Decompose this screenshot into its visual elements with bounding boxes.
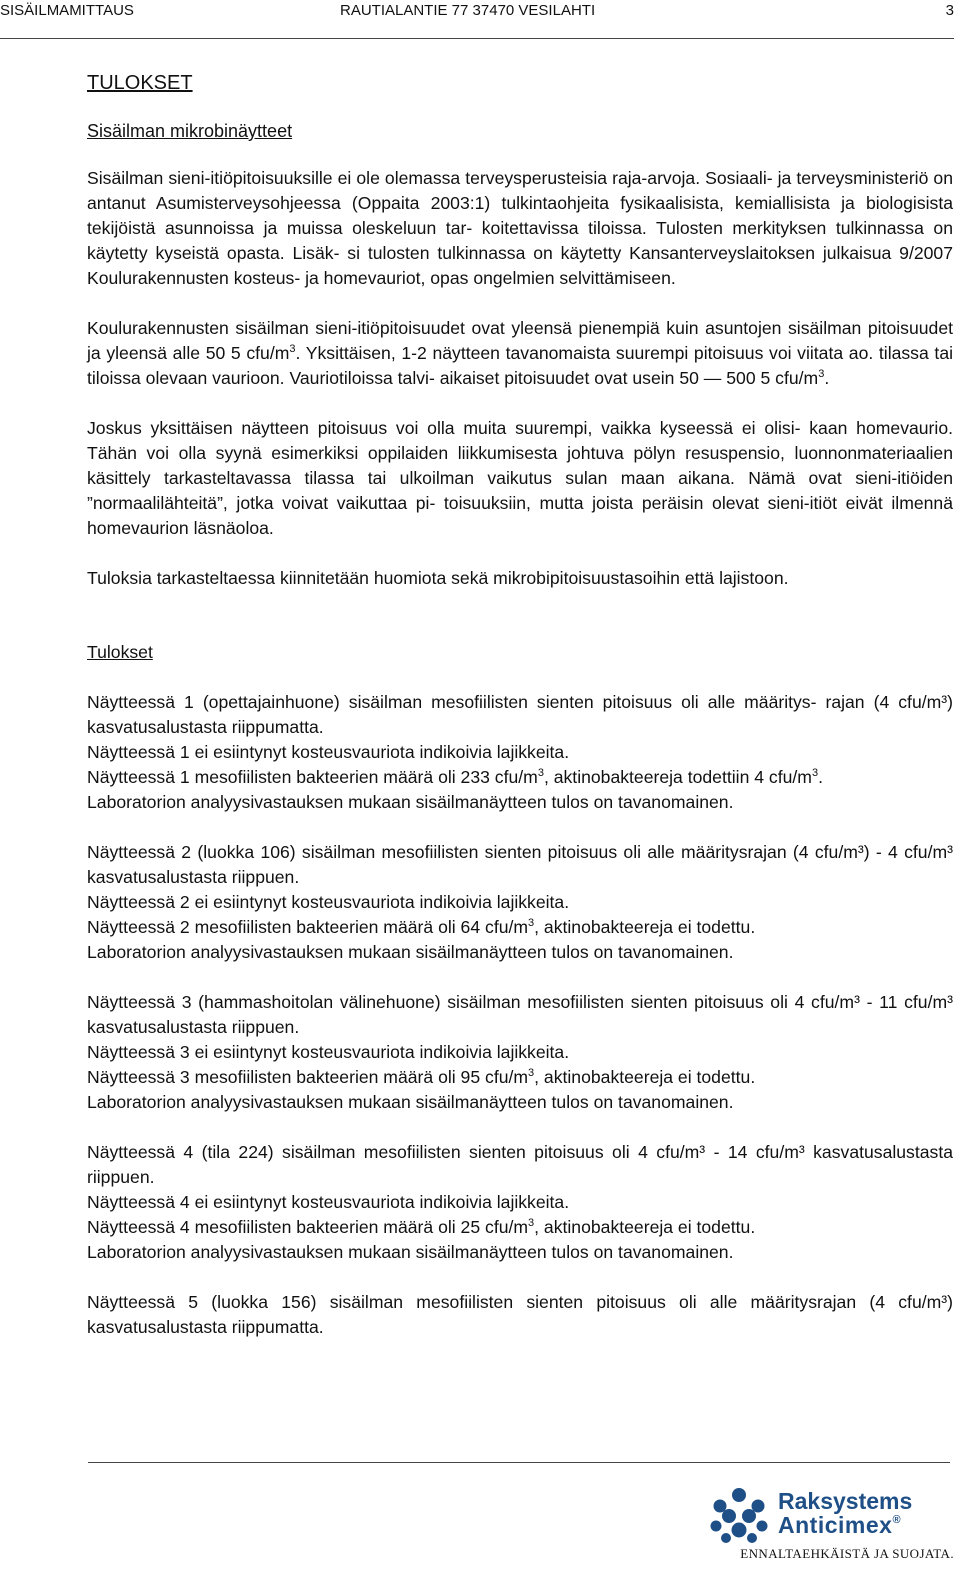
sample-block bbox=[87, 840, 953, 965]
intro-paragraph-3: Joskus yksittäisen näytteen pitoisuus voi olla muita suurempi, vaikka kyseessä ei olisi- kaan homevaurio. Tähän voi olla syynä esimerkiksi oppilaiden liikkumisesta johtuva pölyn resuspensio, luonnonmateriaalien käsittely tarkasteltavassa tilassa tai ulkoilman vaikutus sulan maan aikana. Nämä ovat sieni-itiöiden ”normaalilähteitä”, jotka voivat vaikuttaa pi- toisuuksiin, mutta joista peräisin olevat sieni-itiöt eivät ilmennä homevaurion läsnäoloa. bbox=[87, 418, 953, 538]
sample-moisture-text: Näytteessä 4 ei esiintynyt kosteusvauriota indikoivia lajikkeita. bbox=[87, 1192, 570, 1212]
sample-moisture-text: Näytteessä 2 ei esiintynyt kosteusvauriota indikoivia lajikkeita. bbox=[87, 892, 570, 912]
bacteria-superscript-2: 3 bbox=[811, 767, 819, 779]
bacteria-superscript: 3 bbox=[528, 1217, 535, 1229]
bacteria-part-a: Näytteessä 2 mesofiilisten bakteerien määrä oli 64 cfu/m bbox=[87, 917, 529, 937]
bacteria-part-a: Näytteessä 1 mesofiilisten bakteerien määrä oli 233 cfu/m bbox=[87, 767, 538, 787]
header-divider bbox=[0, 38, 954, 39]
intro-p2-part-c: . Yksittäisen, 1-2 näytteen tavanomaista suurempi pitoisuus voi viitata ao. tilassa tai tiloissa olevaan vaurioon. Vauriotiloissa talvi- aikaiset pitoisuudet ovat usein 50 — 500 5 cfu/m bbox=[87, 343, 954, 388]
header-left-text: SISÄILMAMITTAUS bbox=[0, 2, 134, 19]
sample-lab-text: Laboratorion analyysivastauksen mukaan sisäilmanäytteen tulos on tavanomainen. bbox=[87, 1092, 734, 1112]
bacteria-part-b: , aktinobakteereja todettiin 4 cfu/m bbox=[543, 767, 812, 787]
logo-text-anticimex bbox=[778, 1512, 901, 1539]
header-address: RAUTIALANTIE 77 37470 VESILAHTI bbox=[340, 2, 596, 19]
bacteria-superscript: 3 bbox=[528, 917, 535, 929]
intro-paragraph-4: Tuloksia tarkasteltaessa kiinnitetään huomiota sekä mikrobipitoisuustasoihin että lajistoon. bbox=[87, 568, 789, 588]
sample-bacteria-text bbox=[87, 765, 953, 790]
sample-block bbox=[87, 990, 953, 1115]
sample-block bbox=[87, 1290, 953, 1340]
logo-text-raksystems: Raksystems bbox=[778, 1488, 913, 1514]
company-logo bbox=[700, 1484, 956, 1568]
document-body bbox=[87, 69, 953, 1340]
sample-fungi-text: Näytteessä 4 (tila 224) sisäilman mesofiilisten sienten pitoisuus oli 4 cfu/m³ - 14 cfu/m³ kasvatusalustasta riippuen. bbox=[87, 1142, 953, 1187]
intro-p2-superscript-2: 3 bbox=[818, 368, 825, 380]
bacteria-part-b: , aktinobakteereja ei todettu. bbox=[534, 1067, 756, 1087]
sample-moisture-text: Näytteessä 1 ei esiintynyt kosteusvauriota indikoivia lajikkeita. bbox=[87, 742, 570, 762]
sample-bacteria-text bbox=[87, 1065, 953, 1090]
footer-divider bbox=[88, 1462, 950, 1463]
bacteria-part-b: , aktinobakteereja ei todettu. bbox=[534, 917, 756, 937]
bacteria-part-b: , aktinobakteereja ei todettu. bbox=[534, 1217, 756, 1237]
sample-lab-text: Laboratorion analyysivastauksen mukaan sisäilmanäytteen tulos on tavanomainen. bbox=[87, 792, 734, 812]
logo-anticimex-word: Anticimex bbox=[778, 1512, 893, 1538]
page-header bbox=[0, 0, 960, 24]
sample-fungi-text: Näytteessä 3 (hammashoitolan välinehuone) sisäilman mesofiilisten sienten pitoisuus oli 4 cfu/m³ - 11 cfu/m³ kasvatusalustasta riippuen. bbox=[87, 992, 953, 1037]
results-heading: Tulokset bbox=[87, 642, 153, 662]
bacteria-superscript: 3 bbox=[528, 1067, 535, 1079]
intro-p2-part-e: . bbox=[824, 368, 830, 388]
intro-paragraph-2 bbox=[87, 316, 953, 391]
bacteria-superscript: 3 bbox=[537, 767, 544, 779]
intro-p2-part-a: Koulurakennusten sisäilman sieni-itiöpitoisuudet ovat yleensä pienempiä kuin asuntojen sisäilman pitoisuudet ja yleensä alle 50 5 cfu/m bbox=[87, 318, 953, 363]
bacteria-part-a: Näytteessä 4 mesofiilisten bakteerien määrä oli 25 cfu/m bbox=[87, 1217, 529, 1237]
sample-fungi-text: Näytteessä 5 (luokka 156) sisäilman mesofiilisten sienten pitoisuus oli alle määritysrajan (4 cfu/m³) kasvatusalustasta riippumatta. bbox=[87, 1292, 953, 1337]
logo-tagline: ENNALTAEHKÄISTÄ JA SUOJATA. bbox=[740, 1546, 954, 1561]
registered-mark: ® bbox=[892, 1514, 902, 1526]
sample-moisture-text: Näytteessä 3 ei esiintynyt kosteusvauriota indikoivia lajikkeita. bbox=[87, 1042, 570, 1062]
sample-block bbox=[87, 690, 953, 815]
logo-mark-icon bbox=[704, 1486, 774, 1546]
sample-fungi-text: Näytteessä 2 (luokka 106) sisäilman mesofiilisten sienten pitoisuus oli alle määritysrajan (4 cfu/m³) - 4 cfu/m³ kasvatusalustasta riippuen. bbox=[87, 842, 953, 887]
intro-paragraph-1: Sisäilman sieni-itiöpitoisuuksille ei ole olemassa terveysperusteisia raja-arvoja. Sosiaali- ja terveysministeriö on antanut Asumisterveysohjeessa (Oppaita 2003:1) tulkintaohjeita fysikaalisista, kemiallisista ja biologisista tekijöistä asunnoissa ja muissa oleskeluun tar- koitettavissa tiloissa. Tulosten merkityksen tulkinnassa on käytetty kyseistä opasta. Lisäk- si tulosten tulkinnassa on käytetty Kansanterveyslaitoksen julkaisua 9/2007 Koulurakennusten kosteus- ja homevauriot, opas ongelmien selvittämiseen. bbox=[87, 168, 953, 288]
sample-lab-text: Laboratorion analyysivastauksen mukaan sisäilmanäytteen tulos on tavanomainen. bbox=[87, 942, 734, 962]
page-number: 3 bbox=[945, 2, 954, 19]
section-title: TULOKSET bbox=[87, 72, 193, 94]
bacteria-part-c: . bbox=[818, 767, 823, 787]
sample-bacteria-text bbox=[87, 1215, 953, 1240]
sample-fungi-text: Näytteessä 1 (opettajainhuone) sisäilman mesofiilisten sienten pitoisuus oli alle määritys- rajan (4 cfu/m³) kasvatusalustasta riippumatta. bbox=[87, 692, 953, 737]
bacteria-part-a: Näytteessä 3 mesofiilisten bakteerien määrä oli 95 cfu/m bbox=[87, 1067, 529, 1087]
section-subtitle: Sisäilman mikrobinäytteet bbox=[87, 121, 293, 141]
sample-bacteria-text bbox=[87, 915, 953, 940]
intro-p2-superscript-1: 3 bbox=[289, 343, 296, 355]
sample-lab-text: Laboratorion analyysivastauksen mukaan sisäilmanäytteen tulos on tavanomainen. bbox=[87, 1242, 734, 1262]
sample-block bbox=[87, 1140, 953, 1265]
